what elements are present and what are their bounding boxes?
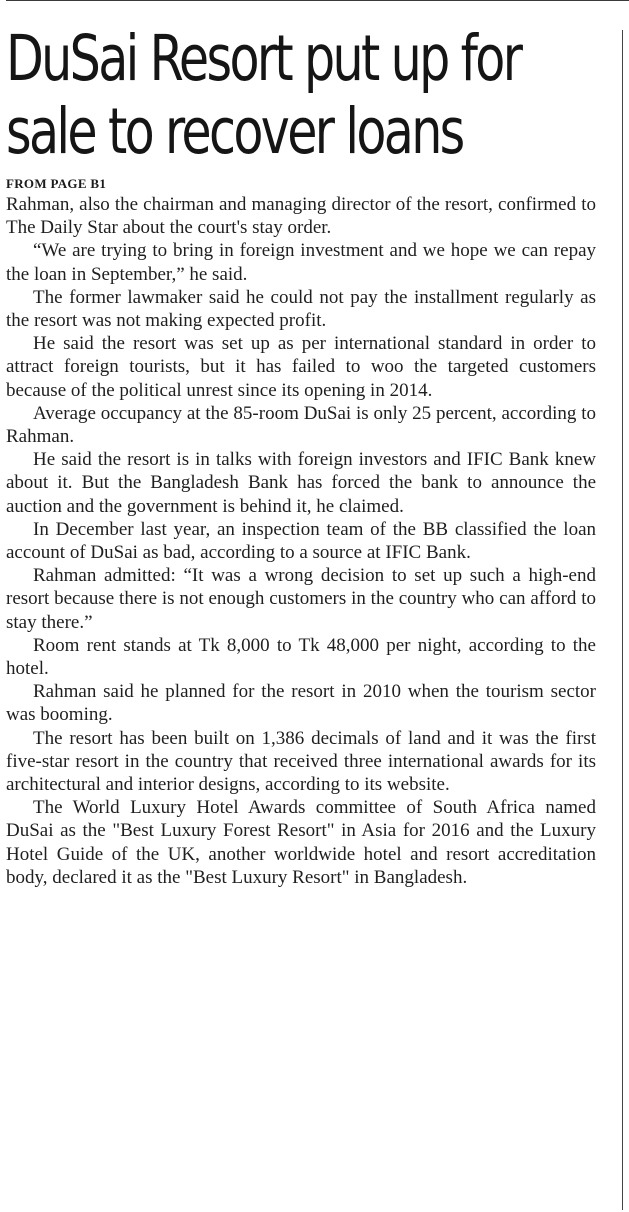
paragraph: In December last year, an inspection team of the BB classified the loan account of DuSai as bad, according to a source at IFIC Bank.: [6, 518, 596, 564]
paragraph: Rahman said he planned for the resort in 2010 when the tourism sector was booming.: [6, 681, 596, 726]
paragraph: He said the resort is in talks with foreign investors and IFIC Bank knew about it. But the Bangladesh Bank has forced the bank to announce the auction and the government is behind it, he claimed.: [6, 449, 596, 517]
article: [6, 22, 596, 889]
paragraph: He said the resort was set up as per international standard in order to attract foreign tourists, but it has failed to woo the targeted customers because of the political unrest since its opening in 2014.: [6, 333, 596, 401]
headline-line-2: sale to recover loans: [6, 95, 463, 168]
paragraph: Average occupancy at the 85-room DuSai is only 25 percent, according to Rahman.: [6, 402, 596, 448]
paragraph: The former lawmaker said he could not pay the installment regularly as the resort was not making expected profit.: [6, 286, 596, 332]
paragraph: Rahman, also the chairman and managing director of the resort, confirmed to The Daily Star about the court's stay order.: [6, 194, 596, 239]
headline-line-1: DuSai Resort put up for: [6, 22, 521, 95]
paragraph: The World Luxury Hotel Awards committee of South Africa named DuSai as the "Best Luxury Forest Resort" in Asia for 2016 and the Luxury Hotel Guide of the UK, another worldwide hotel and resort accreditation body, declared it as the "Best Luxury Resort" in Bangladesh.: [6, 797, 596, 888]
paragraph: Rahman admitted: “It was a wrong decision to set up such a high-end resort because there is not enough customers in the country who can afford to stay there.”: [6, 565, 596, 633]
dateline: FROM PAGE B1: [6, 176, 107, 191]
top-rule: [6, 0, 629, 1]
paragraph: “We are trying to bring in foreign investment and we hope we can repay the loan in September,” he said.: [6, 240, 596, 285]
headline: [6, 22, 599, 168]
paragraph: The resort has been built on 1,386 decimals of land and it was the first five-star resort in the country that received three international awards for its architectural and interior designs, according to its website.: [6, 727, 596, 796]
column-divider: [622, 30, 623, 1210]
paragraph: Room rent stands at Tk 8,000 to Tk 48,000 per night, according to the hotel.: [6, 634, 596, 680]
article-body: [6, 193, 596, 889]
